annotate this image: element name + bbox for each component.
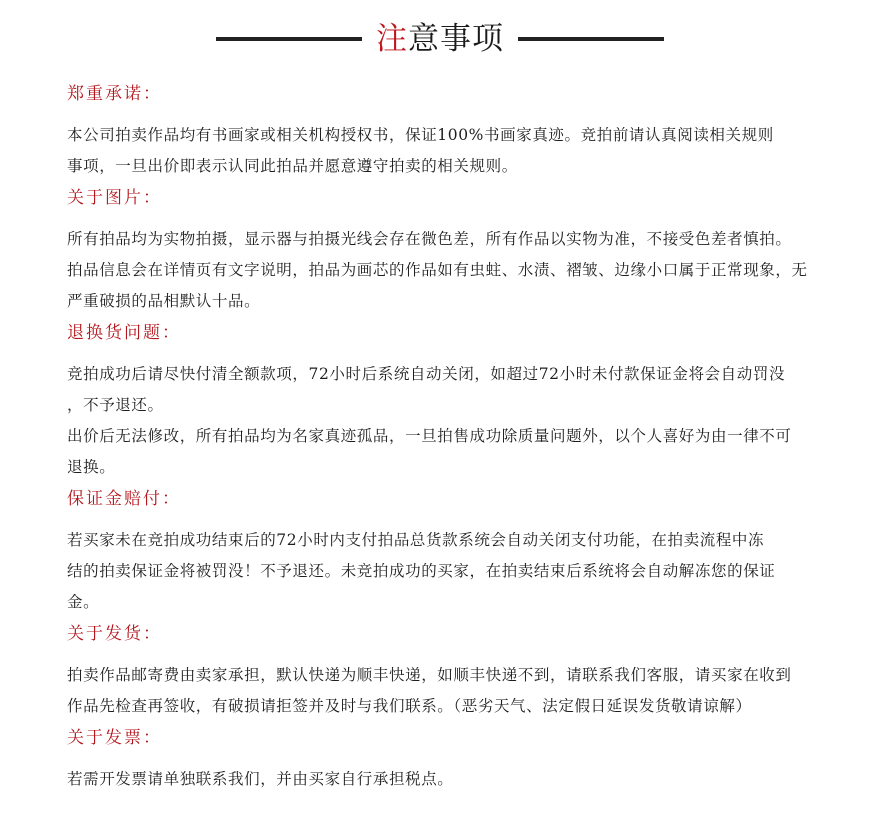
section-line: 本公司拍卖作品均有书画家或相关机构授权书，保证100%书画家真迹。竞拍前请认真阅读相关规则 [67,126,774,144]
section-line: 金。 [67,593,100,611]
section-heading-promise: 郑重承诺： [67,84,162,104]
section-line: ，不予退还。 [67,396,164,414]
header-left-rule [216,37,362,41]
section-heading-shipping: 关于发货： [67,624,162,644]
page-header [0,14,880,64]
section-line: 严重破损的品相默认十品。 [67,292,261,310]
section-line: 出价后无法修改，所有拍品均为名家真迹孤品，一旦拍售成功除质量问题外，以个人喜好为由一律不可 [67,427,792,445]
section-line: 结的拍卖保证金将被罚没！不予退还。未竞拍成功的买家，在拍卖结束后系统将会自动解冻您的保证 [67,562,776,580]
section-line: 退换。 [67,458,116,476]
section-heading-images: 关于图片： [67,188,162,208]
section-line: 事项，一旦出价即表示认同此拍品并愿意遵守拍卖的相关规则。 [67,157,518,175]
section-heading-invoice: 关于发票： [67,728,162,748]
title-rest: 意事项 [408,21,504,57]
section-line: 竞拍成功后请尽快付清全额款项，72小时后系统自动关闭，如超过72小时未付款保证金将会自动罚没 [67,365,786,383]
title-accent-char: 注 [376,21,408,57]
section-line: 所有拍品均为实物拍摄，显示器与拍摄光线会存在微色差，所有作品以实物为准，不接受色差者慎拍。 [67,230,792,248]
section-line: 拍卖作品邮寄费由卖家承担，默认快递为顺丰快递，如顺丰快递不到，请联系我们客服，请买家在收到 [67,666,792,684]
notice-content [67,78,847,795]
section-heading-deposit: 保证金赔付： [67,489,181,509]
section-line: 若买家未在竞拍成功结束后的72小时内支付拍品总货款系统会自动关闭支付功能，在拍卖流程中冻 [67,531,765,549]
section-line: 拍品信息会在详情页有文字说明，拍品为画芯的作品如有虫蛀、水渍、褶皱、边缘小口属于正常现象，无 [67,261,808,279]
section-line: 作品先检查再签收，有破损请拒签并及时与我们联系。（恶劣天气、法定假日延误发货敬请谅解） [67,697,752,715]
section-heading-returns: 退换货问题： [67,323,181,343]
section-line: 若需开发票请单独联系我们，并由买家自行承担税点。 [67,770,454,788]
header-right-rule [518,37,664,41]
page-title [376,14,504,64]
